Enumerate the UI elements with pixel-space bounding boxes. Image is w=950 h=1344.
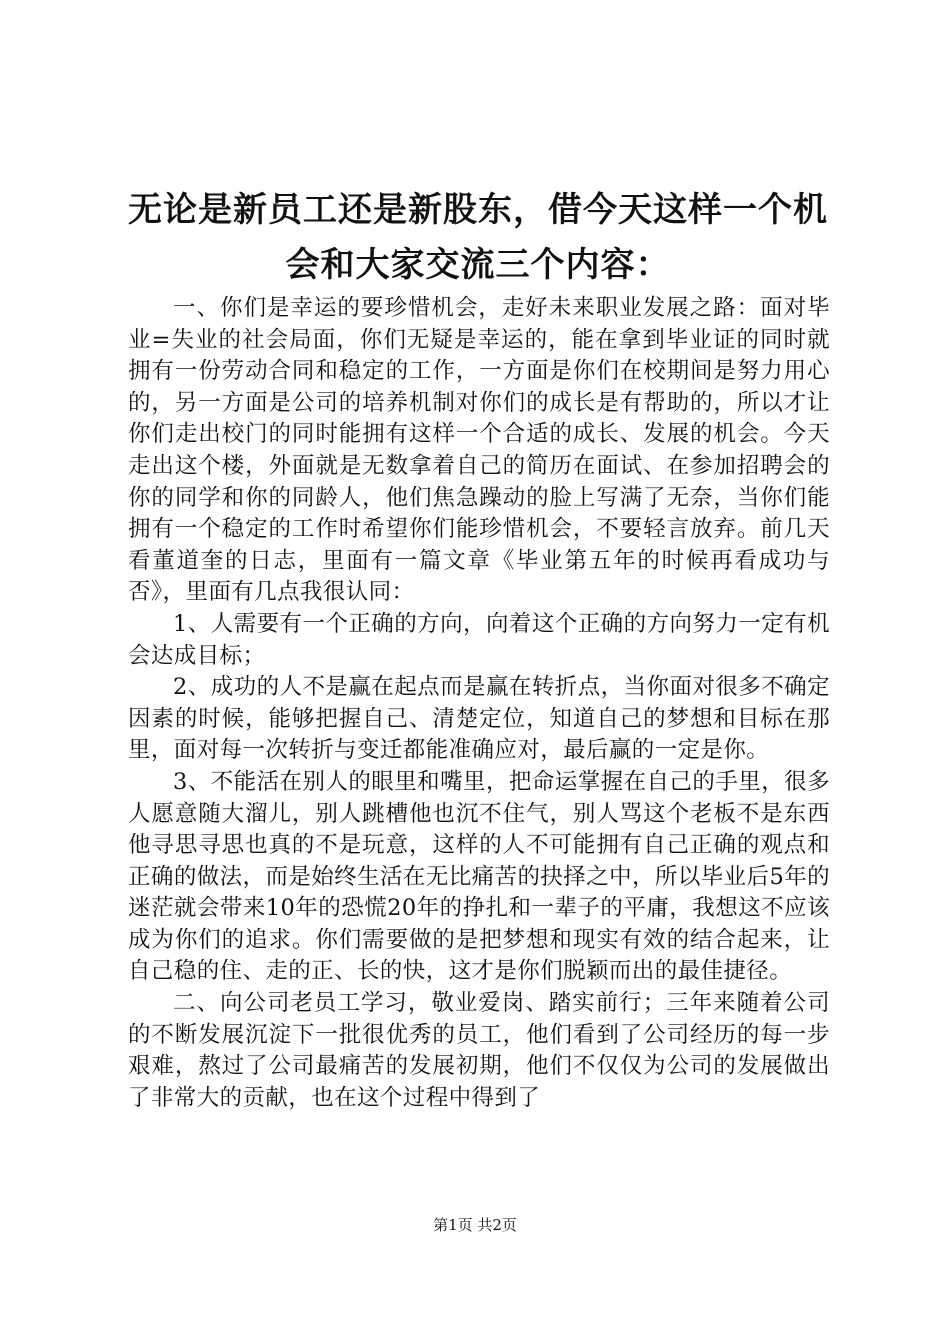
page-footer: 第1页 共2页 [433,1216,517,1234]
paragraph-1: 一、你们是幸运的要珍惜机会，走好未来职业发展之路：面对毕业=失业的社会局面，你们无疑是幸运的，能在拿到毕业证的同时就拥有一份劳动合同和稳定的工作，一方面是你们在校期间是努力用心的，另一方面是公司的培养机制对你们的成长是有帮助的，所以才让你们走出校门的同时能拥有这样一个合适的成长、发展的机会。今天走出这个楼，外面就是无数拿着自己的简历在面试、在参加招聘会的你的同学和你的同龄人，他们焦急躁动的脸上写满了无奈，当你们能拥有一个稳定的工作时希望你们能珍惜机会，不要轻言放弃。前几天看董道奎的日志，里面有一篇文章《毕业第五年的时候再看成功与否》，里面有几点我很认同： [128,295,830,606]
paragraph-2: 1、人需要有一个正确的方向，向着这个正确的方向努力一定有机会达成目标； [128,610,830,669]
document-body [128,293,830,1114]
document-title: 无论是新员工还是新股东，借今天这样一个机会和大家交流三个内容： [128,190,828,285]
paragraph-3: 2、成功的人不是赢在起点而是赢在转折点，当你面对很多不确定因素的时候，能够把握自己、清楚定位，知道自己的梦想和目标在那里，面对每一次转折与变迁都能准确应对，最后赢的一定是你。 [128,674,830,764]
paragraph-4: 3、不能活在别人的眼里和嘴里，把命运掌握在自己的手里，很多人愿意随大溜儿，别人跳槽他也沉不住气，别人骂这个老板不是东西他寻思寻思也真的不是玩意，这样的人不可能拥有自己正确的观点和正确的做法，而是始终生活在无比痛苦的抉择之中，所以毕业后5年的迷茫就会带来10年的恐慌20年的挣扎和一辈子的平庸，我想这不应该成为你们的追求。你们需要做的是把梦想和现实有效的结合起来，让自己稳的住、走的正、长的快，这才是你们脱颖而出的最佳捷径。 [128,768,830,985]
paragraph-5: 二、向公司老员工学习，敬业爱岗、踏实前行；三年来随着公司的不断发展沉淀下一批很优秀的员工，他们看到了公司经历的每一步艰难，熬过了公司最痛苦的发展初期，他们不仅仅为公司的发展做出了非常大的贡献，也在这个过程中得到了 [128,990,830,1111]
